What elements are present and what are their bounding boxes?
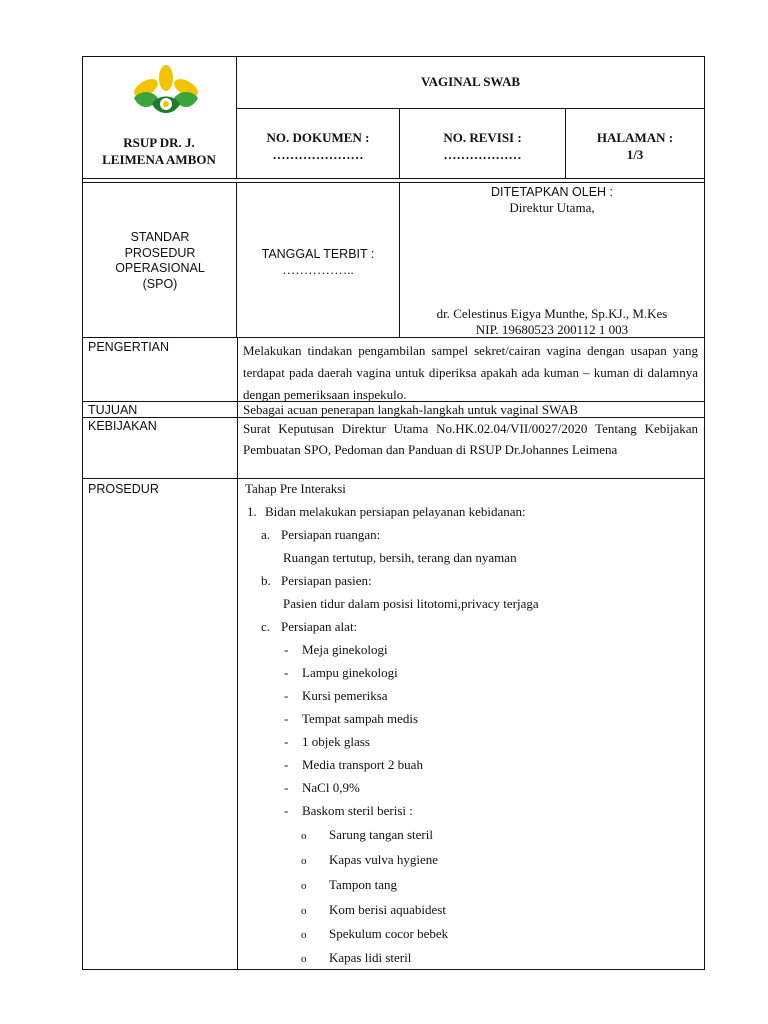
step-1-text: Bidan melakukan persiapan pelayanan kebidanan: (265, 504, 526, 519)
revision-value: ……………… (443, 147, 522, 162)
border-bottom (82, 969, 705, 970)
tujuan-label: TUJUAN (88, 403, 138, 417)
tool-item-text: NaCl 0,9% (302, 780, 360, 795)
kebijakan-label: KEBIJAKAN (88, 419, 157, 433)
basin-item (301, 902, 446, 919)
bullet-marker: o (301, 953, 307, 965)
issue-date-label: TANGGAL TERBIT : (261, 247, 375, 261)
border-top (82, 56, 705, 57)
step-1-number: 1. (247, 504, 257, 519)
tool-item-text: Media transport 2 buah (302, 757, 423, 772)
bullet-marker: o (301, 880, 307, 892)
tool-item-text: Tempat sampah medis (302, 711, 419, 726)
bullet-marker: o (301, 905, 307, 917)
tool-item-text: Lampu ginekologi (302, 665, 398, 680)
dash-marker: - (284, 803, 289, 818)
tool-item (284, 665, 398, 681)
tool-item (284, 711, 418, 727)
step-a-title: Persiapan ruangan: (281, 527, 381, 542)
basin-item (301, 852, 438, 869)
dash-marker: - (284, 711, 289, 726)
pengertian-label: PENGERTIAN (88, 340, 170, 354)
dash-marker: - (284, 757, 289, 772)
basin-item (301, 877, 397, 894)
bullet-marker: o (301, 929, 307, 941)
step-a (261, 527, 380, 543)
basin-item-text: Kom berisi aquabidest (329, 902, 446, 917)
header-bottom-1 (82, 178, 705, 179)
approved-by-label: DITETAPKAN OLEH : (490, 185, 613, 199)
page-label: HALAMAN : (596, 130, 674, 145)
step-b (261, 573, 372, 589)
tool-item (284, 757, 423, 773)
header-bottom-2 (82, 182, 705, 183)
document-title: VAGINAL SWAB (420, 74, 521, 89)
basin-item (301, 950, 411, 967)
step-c (261, 619, 357, 635)
tool-item (284, 642, 388, 658)
dash-marker: - (284, 734, 289, 749)
issue-date-value: …………….. (282, 262, 354, 277)
step-1 (247, 504, 526, 520)
tujuan-text: Sebagai acuan penerapan langkah-langkah untuk vaginal SWAB (243, 402, 578, 417)
tool-item (284, 803, 413, 819)
step-b-mark: b. (261, 573, 271, 588)
step-b-title: Persiapan pasien: (281, 573, 372, 588)
dash-marker: - (284, 688, 289, 703)
tool-item-text: Meja ginekologi (302, 642, 388, 657)
basin-item-text: Spekulum cocor bebek (329, 926, 449, 941)
tool-item (284, 780, 360, 796)
spo-label: STANDAR PROSEDUR OPERASIONAL (SPO) (115, 230, 205, 291)
border-left (82, 56, 83, 970)
hospital-logo (130, 64, 202, 122)
basin-item (301, 926, 448, 943)
basin-item-text: Kapas lidi steril (329, 950, 412, 965)
dash-marker: - (284, 665, 289, 680)
kebijakan-bottom (82, 478, 705, 479)
step-b-text: Pasien tidur dalam posisi litotomi,privacy terjaga (283, 596, 539, 611)
page-value: 1/3 (626, 147, 644, 162)
basin-item (301, 827, 433, 844)
divider-label-col (237, 337, 238, 970)
prosedur-label: PROSEDUR (88, 482, 159, 496)
pengertian-text: Melakukan tindakan pengambilan sampel sekret/cairan vagina dengan usapan yang terdapat pada daerah vagina untuk diperiksa apakah ada kuman – kuman di dalamnya dengan pemeriksaan inspekulo. (243, 343, 698, 402)
tool-item (284, 688, 388, 704)
step-c-mark: c. (261, 619, 271, 634)
basin-item-text: Kapas vulva hygiene (329, 852, 439, 867)
border-right (704, 56, 705, 970)
step-a-text: Ruangan tertutup, bersih, terang dan nyaman (283, 550, 517, 565)
tool-item-text: 1 objek glass (302, 734, 370, 749)
basin-item-text: Sarung tangan steril (329, 827, 433, 842)
divider-title (236, 108, 705, 109)
step-c-title: Persiapan alat: (281, 619, 358, 634)
doc-number-value: ………………… (272, 147, 364, 162)
kebijakan-text: Surat Keputusan Direktur Utama No.HK.02.04/VII/0027/2020 Tentang Kebijakan Pembuatan SPO, Pedoman dan Panduan di RSUP Dr.Johannes Leimena (243, 421, 698, 457)
step-a-mark: a. (261, 527, 271, 542)
basin-item-text: Tampon tang (329, 877, 398, 892)
tool-item-text: Kursi pemeriksa (302, 688, 388, 703)
approver-title: Direktur Utama, (509, 200, 595, 215)
tool-item-text: Baskom steril berisi : (302, 803, 413, 818)
tool-item (284, 734, 370, 750)
dash-marker: - (284, 642, 289, 657)
doc-number-label: NO. DOKUMEN : (266, 130, 370, 145)
dash-marker: - (284, 780, 289, 795)
bullet-marker: o (301, 830, 307, 842)
revision-label: NO. REVISI : (443, 130, 522, 145)
approver-nip: NIP. 19680523 200112 1 003 (475, 322, 629, 337)
hospital-name: RSUP DR. J. LEIMENA AMBON (102, 135, 216, 167)
procedure-stage: Tahap Pre Interaksi (245, 481, 346, 496)
approver-name: dr. Celestinus Eigya Munthe, Sp.KJ., M.Kes (436, 306, 668, 321)
bullet-marker: o (301, 855, 307, 867)
